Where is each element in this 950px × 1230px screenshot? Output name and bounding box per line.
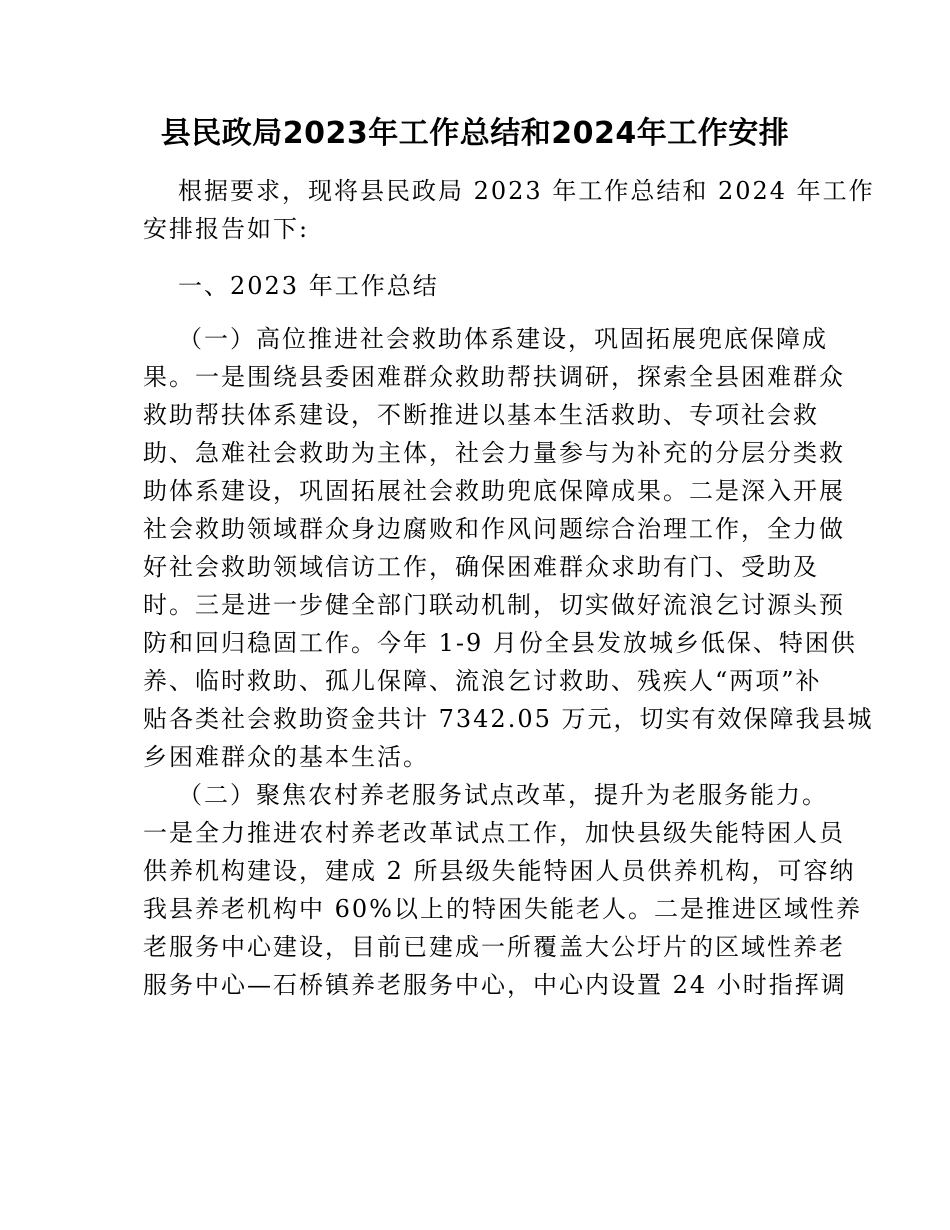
paragraph-line: 乡困难群众的基本生活。 — [143, 743, 429, 771]
intro-line: 根据要求，现将县民政局 2023 年工作总结和 2024 年工作 — [178, 177, 875, 205]
paragraph-line: 防和回归稳固工作。今年 1-9 月份全县发放城乡低保、特困供 — [143, 629, 857, 657]
paragraph-line: 时。三是进一步健全部门联动机制，切实做好流浪乞讨源头预 — [143, 591, 845, 619]
paragraph-line: 供养机构建设，建成 2 所县级失能特困人员供养机构，可容纳 — [143, 857, 856, 885]
paragraph-line: 一是全力推进农村养老改革试点工作，加快县级失能特困人员 — [143, 819, 845, 847]
paragraph-line: 服务中心—石桥镇养老服务中心，中心内设置 24 小时指挥调 — [143, 971, 847, 999]
intro-line: 安排报告如下: — [143, 215, 310, 243]
intro-paragraph — [143, 172, 875, 248]
section-heading-text: 一、2023 年工作总结 — [178, 272, 439, 300]
paragraph-line: 养、临时救助、孤儿保障、流浪乞讨救助、残疾人“两项”补 — [143, 667, 822, 695]
paragraph-line: 救助帮扶体系建设，不断推进以基本生活救助、专项社会救 — [143, 401, 819, 429]
section-heading — [143, 267, 813, 305]
paragraph-line: （一）高位推进社会救助体系建设，巩固拓展兜底保障成 — [178, 325, 828, 353]
paragraph-line: 好社会救助领域信访工作，确保困难群众求助有门、受助及 — [143, 553, 819, 581]
paragraph-line: 我县养老机构中 60%以上的特困失能老人。二是推进区域性养 — [143, 895, 862, 923]
paragraph-line: 贴各类社会救助资金共计 7342.05 万元，切实有效保障我县城 — [143, 705, 874, 733]
paragraph-social-assistance — [143, 320, 874, 776]
paragraph-line: （二）聚焦农村养老服务试点改革，提升为老服务能力。 — [178, 781, 828, 809]
paragraph-line: 社会救助领域群众身边腐败和作风问题综合治理工作，全力做 — [143, 515, 845, 543]
paragraph-line: 助、急难社会救助为主体，社会力量参与为补充的分层分类救 — [143, 439, 845, 467]
paragraph-elderly-care — [143, 776, 862, 1004]
paragraph-line: 老服务中心建设，目前已建成一所覆盖大公圩片的区域性养老 — [143, 933, 845, 961]
document-title: 县民政局2023年工作总结和2024年工作安排 — [160, 116, 790, 151]
paragraph-line: 助体系建设，巩固拓展社会救助兜底保障成果。二是深入开展 — [143, 477, 845, 505]
paragraph-line: 果。一是围绕县委困难群众救助帮扶调研，探索全县困难群众 — [143, 363, 845, 391]
